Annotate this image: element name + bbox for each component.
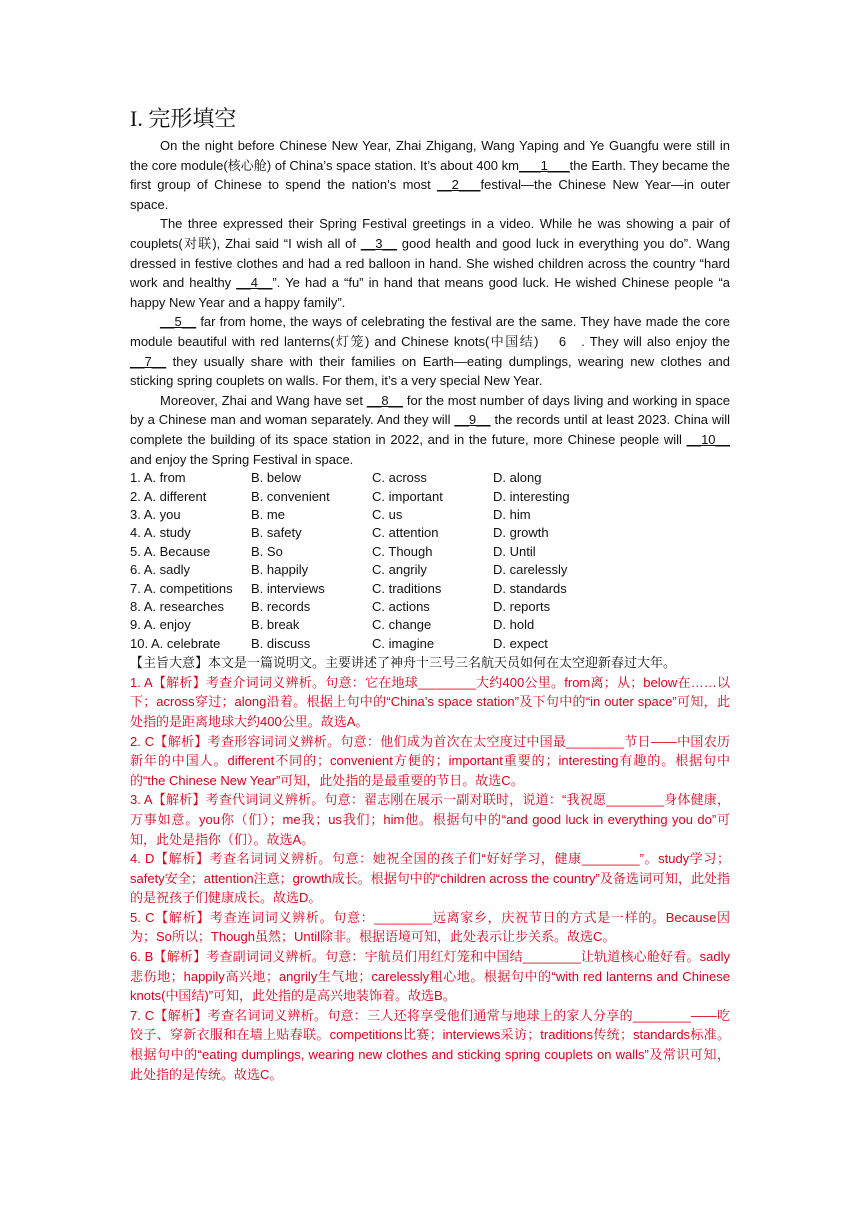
option-cell: D. standards <box>493 580 567 596</box>
answer-blank: __4__ <box>236 275 273 291</box>
passage-text: for the most number of days living and working in space by a Chinese man and woman separately. And they will <box>130 392 734 428</box>
answer-explanation: 1. A【解析】考查介词词义辨析。句意：它在地球________大约400公里。from离；从；below在……以下；across穿过；along沿着。根据上句中的“China’s space station”及下句中的“in outer space”可知，此处指的是距离地球大约400公里。故选A。 <box>130 674 730 729</box>
option-cell: D. reports <box>493 598 551 614</box>
option-cell: C. important <box>372 488 443 504</box>
passage-text: Moreover, Zhai and Wang have set <box>160 392 367 408</box>
passage-text: far from home, the ways of celebrating the festival are the same. They have made the core module beautiful with red lanterns(灯笼) and Chinese knots(中国结) 6 . They will also enjoy the <box>130 314 734 349</box>
section-title: I. 完形填空 <box>130 106 237 131</box>
option-cell: D. interesting <box>493 488 570 504</box>
summary: 【主旨大意】本文是一篇说明文。主要讲述了神舟十三号三名航天员如何在太空迎新春过大年。 <box>130 655 677 671</box>
option-cell: 3. A. you <box>130 506 181 522</box>
passage-text: ”. Ye had a “fu” in hand that means good luck. He wished Chinese people “a happy New Year and a happy family”. <box>130 275 734 310</box>
option-cell: D. carelessly <box>493 562 568 578</box>
option-cell: 6. A. sadly <box>130 562 190 578</box>
option-row <box>130 488 570 506</box>
option-cell: D. Until <box>493 543 536 559</box>
answer-blank: __8__ <box>366 392 404 408</box>
option-row <box>130 616 570 634</box>
option-cell: 9. A. enjoy <box>130 617 191 633</box>
passage-text: good health and good luck in everything you do”. Wang dressed in festive clothes and had a red balloon in hand. She wished children across the country “hard work and healthy <box>130 235 734 291</box>
options-table <box>130 469 570 653</box>
option-row <box>130 543 570 561</box>
passage-paragraph <box>130 136 734 214</box>
option-cell: C. across <box>372 470 427 486</box>
answer-explanation: 3. A【解析】考查代词词义辨析。句意：翟志刚在展示一副对联时，说道：“我祝愿________身体健康，万事如意。you你（们）；me我；us我们；him他。根据句中的“and good luck in everything you do”可知，此处是指你（们）。故选A。 <box>130 792 730 847</box>
option-cell: 10. A. celebrate <box>130 635 221 651</box>
document-page <box>130 104 734 1084</box>
passage-text: the Earth. They became the first group of Chinese to spend the nation’s most <box>130 157 734 193</box>
option-cell: D. hold <box>493 617 535 633</box>
answer-blank: __7__ <box>130 353 167 369</box>
option-row <box>130 635 570 653</box>
answer-blank: __5__ <box>160 314 197 330</box>
passage-text: festival—the Chinese New Year—in outer space. <box>130 177 734 212</box>
passage-paragraph <box>130 214 734 312</box>
answer-blank: __3__ <box>360 235 397 251</box>
option-cell: C. traditions <box>372 580 442 596</box>
option-row <box>130 524 570 542</box>
option-row <box>130 506 570 524</box>
option-cell: B. below <box>251 470 301 486</box>
option-cell: 7. A. competitions <box>130 580 233 596</box>
option-cell: C. imagine <box>372 635 435 651</box>
option-cell: C. change <box>372 617 432 633</box>
option-cell: 2. A. different <box>130 488 207 504</box>
option-cell: B. happily <box>251 562 309 578</box>
option-cell: B. discuss <box>251 635 311 651</box>
option-cell: B. records <box>251 598 311 614</box>
option-cell: 8. A. researches <box>130 598 224 614</box>
option-cell: B. break <box>251 617 300 633</box>
answer-explanation: 6. B【解析】考查副词词义辨析。句意：宇航员们用红灯笼和中国结________让轨道核心舱好看。sadly悲伤地；happily高兴地；angrily生气地；carelessly粗心地。根据句中的“with red lanterns and Chinese knots(中国结)”可知，此处指的是高兴地装饰着。故选B。 <box>130 949 730 1004</box>
option-cell: B. me <box>251 506 285 522</box>
option-cell: C. attention <box>372 525 439 541</box>
passage-text: and enjoy the Spring Festival in space. <box>130 431 734 467</box>
answer-blank: __9__ <box>454 412 491 428</box>
option-cell: D. along <box>493 470 542 486</box>
answer-explanation: 5. C【解析】考查连词词义辨析。句意：________远离家乡，庆祝节日的方式是一样的。Because因为；So所以；Though虽然；Until除非。根据语境可知，此处表示让步关系。故选C。 <box>130 909 730 945</box>
option-cell: C. actions <box>372 598 430 614</box>
option-cell: 4. A. study <box>130 525 191 541</box>
option-cell: 5. A. Because <box>130 543 211 559</box>
option-row <box>130 580 570 598</box>
answer-blank: ___1___ <box>518 157 570 173</box>
option-cell: B. safety <box>251 525 302 541</box>
option-cell: D. growth <box>493 525 549 541</box>
passage-text: the records until at least 2023. China will complete the building of its space station in 2022, and in the future, more Chinese people will <box>130 412 734 447</box>
option-cell: D. him <box>493 506 531 522</box>
answer-blank: __2___ <box>437 177 481 193</box>
answer-explanation: 2. C【解析】考查形容词词义辨析。句意：他们成为首次在太空度过中国最________节日——中国农历新年的中国人。different不同的；convenient方便的；important重要的；interesting有趣的。根据句中的“the Chinese New Year”可知，此处指的是最重要的节日。故选C。 <box>130 733 730 788</box>
answer-blank: __10__ <box>686 431 730 447</box>
passage-text: they usually share with their families on Earth—eating dumplings, wearing new clothes and sticking spring couplets on walls. For them, it’s a very special New Year. <box>130 353 734 389</box>
option-row <box>130 561 570 579</box>
option-row <box>130 469 570 487</box>
option-cell: D. expect <box>493 635 548 651</box>
option-cell: B. interviews <box>251 580 325 596</box>
option-row <box>130 598 570 616</box>
passage-paragraph <box>130 312 734 390</box>
option-cell: B. So <box>251 543 283 559</box>
option-cell: C. angrily <box>372 562 427 578</box>
passage <box>130 136 734 469</box>
option-cell: C. us <box>372 506 403 522</box>
option-cell: 1. A. from <box>130 470 186 486</box>
option-cell: B. convenient <box>251 488 330 504</box>
passage-paragraph <box>130 391 734 469</box>
passage-text: On the night before Chinese New Year, Zhai Zhigang, Wang Yaping and Ye Guangfu were still in the core module(核心舱) of China’s space station. It’s about 400 km <box>130 138 734 173</box>
passage-text: The three expressed their Spring Festival greetings in a video. While he was showing a pair of couplets(对联), Zhai said “I wish all of <box>130 216 734 251</box>
answer-explanation: 4. D【解析】考查名词词义辨析。句意：她祝全国的孩子们“好好学习，健康________”。study学习；safety安全；attention注意；growth成长。根据句中的“children across the country”及备选词可知，此处指的是祝孩子们健康成长。故选D。 <box>130 851 730 906</box>
answer-explanation: 7. C【解析】考查名词词义辨析。句意：三人还将享受他们通常与地球上的家人分享的________——吃饺子、穿新衣服和在墙上贴春联。competitions比赛；interviews采访；traditions传统；standards标准。根据句中的“eating dumplings, wearing new clothes and sticking spring couplets on walls”及常识可知，此处指的是传统。故选C。 <box>130 1007 730 1082</box>
option-cell: C. Though <box>372 543 433 559</box>
answer-list <box>130 673 730 1084</box>
